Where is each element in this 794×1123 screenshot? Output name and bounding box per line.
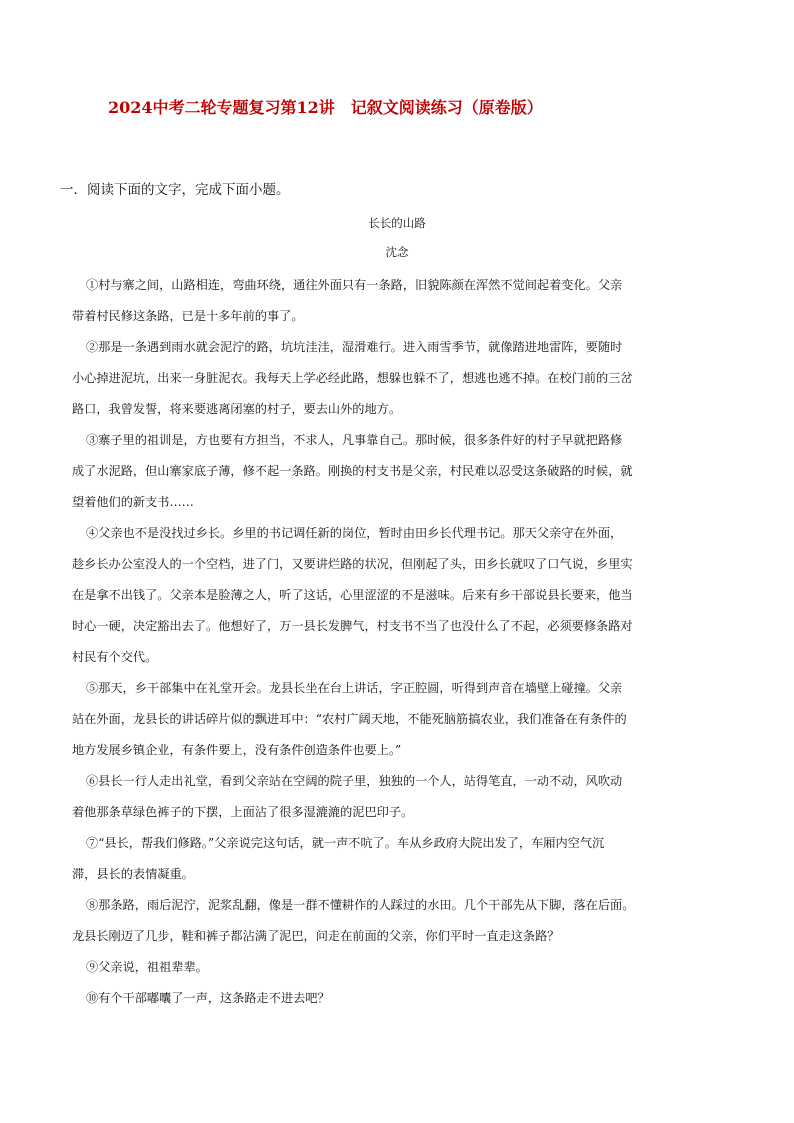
article-paragraph [72,766,732,828]
paragraph-line: 趁乡长办公室没人的一个空档，进了门，又要讲烂路的状况，但刚起了头，田乡长就叹了口气说，乡里实 [72,557,633,571]
paragraph-line: 带着村民修这条路，已是十多年前的事了。 [72,309,304,323]
article-paragraph [72,332,732,425]
article-paragraph [72,983,732,1014]
section-heading: 一．阅读下面的文字，完成下面小题。 [60,182,290,198]
paragraph-line: ⑤那天，乡干部集中在礼堂开会。龙县长坐在台上讲话，字正腔圆，听得到声音在墙壁上碰撞。父亲 [86,681,623,695]
paragraph-line: ⑩有个干部嘟囔了一声，这条路走不进去吧？ [86,991,330,1005]
article-paragraph [72,425,732,518]
paragraph-line: ④父亲也不是没找过乡长。乡里的书记调任新的岗位，暂时由田乡长代理书记。那天父亲守在外面， [86,526,623,540]
paragraph-line: ⑧那条路，雨后泥泞，泥浆乱翻，像是一群不懂耕作的人踩过的水田。几个干部先从下脚，落在后面。 [86,898,635,912]
paragraph-line: ①村与寨之间，山路相连，弯曲环绕，通往外面只有一条路，旧貌陈颜在浑然不觉间起着变化。父亲 [86,278,623,292]
document-title: 2024中考二轮专题复习第12讲 记叙文阅读练习（原卷版） [108,98,543,117]
paragraph-line: 地方发展乡镇企业，有条件要上，没有条件创造条件也要上。” [72,743,402,757]
paragraph-line: 在是拿不出钱了。父亲本是脸薄之人，听了这话，心里涩涩的不是滋味。后来有乡干部说县长要来，他当 [72,588,633,602]
article-paragraph [72,952,732,983]
article-paragraph [72,518,732,673]
paragraph-line: 小心掉进泥坑，出来一身脏泥衣。我每天上学必经此路，想躲也躲不了，想逃也逃不掉。在校门前的三岔 [72,371,633,385]
paragraph-line: ⑦“县长，帮我们修路。”父亲说完这句话，就一声不吭了。车从乡政府大院出发了，车厢内空气沉 [86,836,605,850]
paragraph-line: 望着他们的新支书…… [72,495,194,509]
paragraph-line: 滞，县长的表情凝重。 [72,867,194,881]
paragraph-line: 成了水泥路，但山寨家底子薄，修不起一条路。刚换的村支书是父亲，村民难以忍受这条破路的时候，就 [72,464,633,478]
article-paragraph [72,673,732,766]
article-title: 长长的山路 [368,216,426,230]
paragraph-line: ⑥县长一行人走出礼堂，看到父亲站在空阔的院子里，独独的一个人，站得笔直，一动不动，风吹动 [86,774,623,788]
paragraph-line: 时心一硬，决定豁出去了。他想好了，万一县长发脾气，村支书不当了也没什么了不起，必须要修条路对 [72,619,633,633]
article-paragraph [72,828,732,890]
article-author: 沈念 [385,245,409,259]
article-body [72,270,732,1014]
article-paragraph [72,270,732,332]
paragraph-line: 着他那条草绿色裤子的下摆，上面沾了很多湿漉漉的泥巴印子。 [72,805,414,819]
paragraph-line: 站在外面，龙县长的讲话碎片似的飘进耳中：“农村广阔天地，不能死脑筋搞农业，我们准备在有条件的 [72,712,627,726]
paragraph-line: 路口，我曾发誓，将来要逃离闭塞的村子，要去山外的地方。 [72,402,402,416]
paragraph-line: ③寨子里的祖训是，方也要有方担当，不求人，凡事靠自己。那时候，很多条件好的村子早就把路修 [86,433,623,447]
paragraph-line: ⑨父亲说，祖祖辈辈。 [86,960,208,974]
article-paragraph [72,890,732,952]
paragraph-line: 村民有个交代。 [72,650,158,664]
paragraph-line: 龙县长刚迈了几步，鞋和裤子都沾满了泥巴，问走在前面的父亲，你们平时一直走这条路？ [72,929,560,943]
paragraph-line: ②那是一条遇到雨水就会泥泞的路，坑坑洼洼，湿滑难行。进入雨雪季节，就像踏进地雷阵，要随时 [86,340,623,354]
